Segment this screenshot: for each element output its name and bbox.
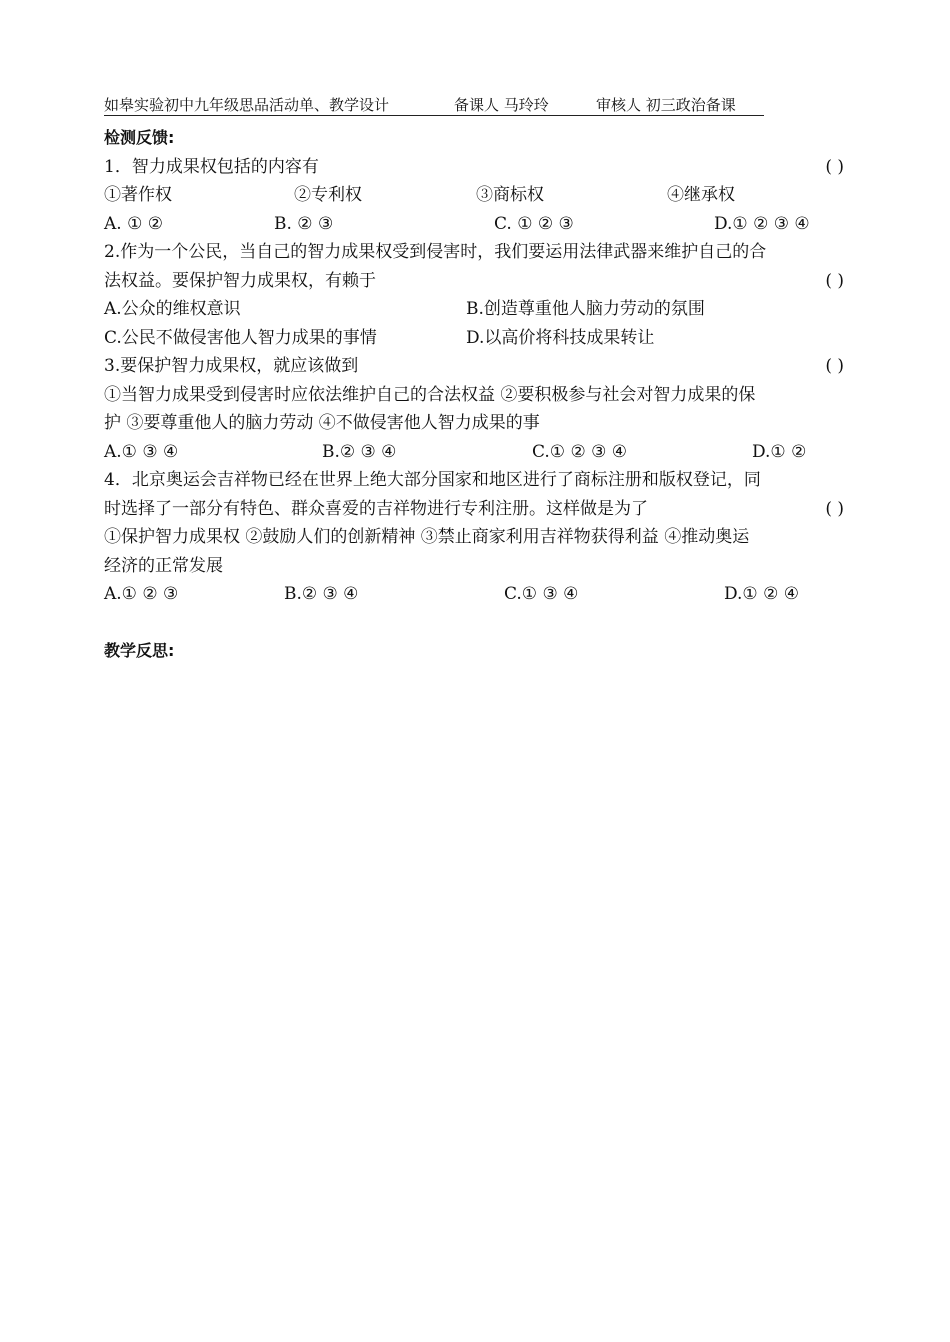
option-a: A.① ③ ④ [104,441,179,462]
header-preparer: 备课人 马玲玲 [454,96,549,114]
option-c: C.① ② ③ ④ [532,441,627,462]
question-3-options [104,438,844,467]
option-b: B. ② ③ [274,213,334,234]
question-4-stem-line-1: 4．北京奥运会吉祥物已经在世界上绝大部分国家和地区进行了商标注册和版权登记，同 [104,470,761,490]
question-1-item: ①著作权 [104,185,172,205]
question-3-stem [104,352,844,381]
option-c: C.公民不做侵害他人智力成果的事情 [104,327,377,348]
question-1-options [104,210,844,239]
section-heading-reflection: 教学反思: [104,640,175,660]
question-2-options-row-2 [104,324,844,353]
page-header [104,96,764,116]
option-a: A.① ② ③ [104,584,179,604]
option-a: A.公众的维权意识 [104,299,241,319]
header-title: 如皋实验初中九年级思品活动单、教学设计 [104,96,390,114]
question-3-items-line-1: ①当智力成果受到侵害时应依法维护自己的合法权益 ②要积极参与社会对智力成果的保 [104,384,756,405]
question-2-text: 法权益。要保护智力成果权，有赖于 [104,270,376,291]
option-b: B.② ③ ④ [322,441,397,462]
spacer [104,609,844,637]
section-heading-feedback: 检测反馈: [104,128,175,147]
question-1-item: ③商标权 [476,185,544,205]
question-4-options [104,580,844,609]
question-3-items-line-2: 护 ③要尊重他人的脑力劳动 ④不做侵害他人智力成果的事 [104,413,540,433]
option-d: D.① ② ③ ④ [714,213,810,234]
answer-blank: ( ) [825,498,844,519]
option-d: D.① ② [752,441,807,462]
option-a: A. ① ② [104,213,163,234]
question-1-item: ②专利权 [294,185,362,205]
question-4-stem-line-2 [104,495,844,524]
document-body [104,124,844,665]
question-3-text: 3.要保护智力成果权，就应该做到 [104,356,359,376]
answer-blank: ( ) [825,156,844,177]
option-d: D.① ② ④ [724,584,799,604]
answer-blank: ( ) [825,270,844,291]
question-4-items-line-1: ①保护智力成果权 ②鼓励人们的创新精神 ③禁止商家利用吉祥物获得利益 ④推动奥运 [104,527,750,547]
question-1-item: ④继承权 [667,185,735,205]
option-b: B.创造尊重他人脑力劳动的氛围 [466,299,705,319]
question-1-items [104,181,844,210]
option-d: D.以高价将科技成果转让 [466,327,655,348]
header-reviewer: 审核人 初三政治备课 [596,96,736,114]
option-b: B.② ③ ④ [284,584,359,604]
question-4-items-line-2: 经济的正常发展 [104,555,223,576]
option-c: C. ① ② ③ [494,213,574,234]
question-1-stem [104,153,844,182]
option-c: C.① ③ ④ [504,584,579,604]
question-2-stem-line-1: 2.作为一个公民，当自己的智力成果权受到侵害时，我们要运用法律武器来维护自己的合 [104,242,767,262]
question-2-options-row-1 [104,295,844,324]
answer-blank: ( ) [825,356,844,376]
question-4-text: 时选择了一部分有特色、群众喜爱的吉祥物进行专利注册。这样做是为了 [104,498,648,519]
question-1-text: 1．智力成果权包括的内容有 [104,156,319,177]
question-2-stem-line-2 [104,267,844,296]
